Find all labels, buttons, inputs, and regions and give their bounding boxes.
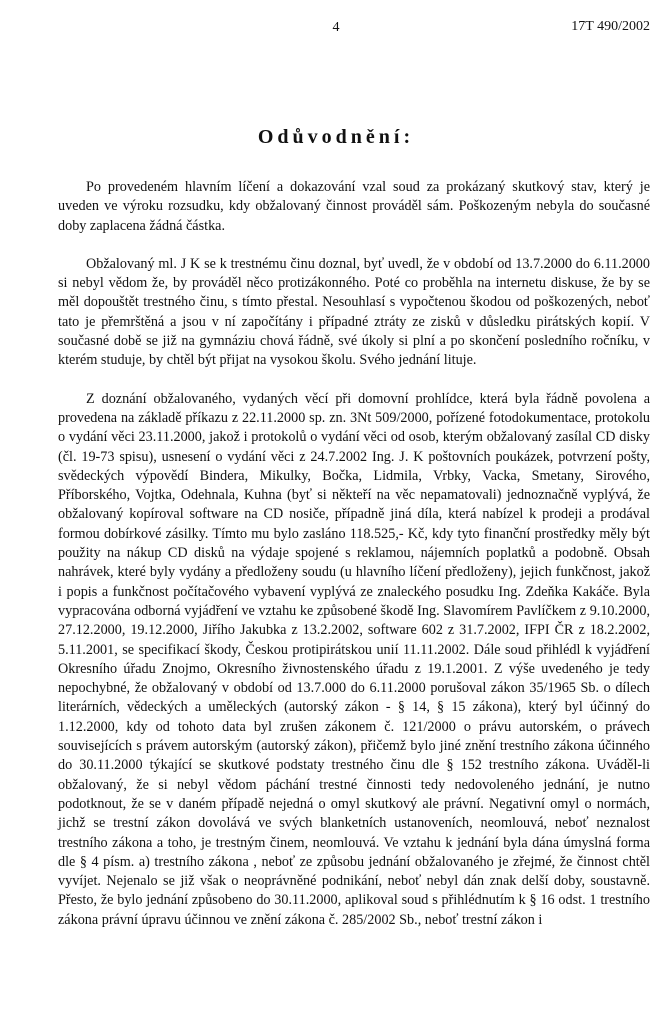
page-number: 4 [332,20,340,35]
paragraph-evidence: Z doznání obžalovaného, vydaných věcí při domovní prohlídce, která byla řádně povolena a provedena na základě příkazu z 22.11.2000 sp. zn. 3Nt 509/2000, pořízené fotodokumentace, protokolu o vydání věci 23.11.2000, jakož i protokolů o vydání věci od osob, kterým obžalovaný zasílal CD disky (čl. 19-73 spisu), usnesení o vydání věci z 24.7.2002 Ing. J. K poštovních poukázek, potvrzení pošty, svědeckých výpovědí Bindera, Mikulky, Bočka, Lidmila, Vrbky, Vacka, Smetany, Sirového, Příborského, Vojtka, Odehnala, Kuhna (byť si někteří na věc nepamatovali) jednoznačně vyplývá, že obžalovaný kopíroval software na CD nosiče, případně jiná díla, která nabízel k prodeji a prodával formou dobírkové zásilky. Tímto mu bylo zasláno 118.525,- Kč, kdy tyto finanční prostředky měly být použity na nákup CD disků na výdaje spojené s reklamou, nájemních poplatků a podobně. Obsah nahrávek, které byly vydány a předloženy soudu (u hlavního líčení předloženy), jejich funkčnost, jakož i popis a funkčnost počítačového vybavení vyplývá ze znaleckého posudku Ing. Zdeňka Kakáče. Byla vypracována odborná vyjádření ve vztahu ke způsobené škodě Ing. Slavomírem Pavlíčkem z 9.10.2000, 27.12.2000, 19.12.2000, Jiřího Jakubka z 13.2.2002, software 602 z 31.7.2002, IFPI ČR z 18.2.2002, 5.11.2001, se specifikací škody, Českou protipirátskou unií 11.11.2002. Dále soud přihlédl k vyjádření Okresního úřadu Znojmo, Okresního živnostenského úřadu z 19.1.2001. Z výše uvedeného je tedy nepochybné, že obžalovaný v období od 13.7.000 do 6.11.2000 porušoval zákon 35/1965 Sb. o dílech literárních, vědeckých a uměleckých (autorský zákon - § 14, § 15 zákona), který byl účinný do 1.12.2000, kdy od tohoto data byl zrušen zákonem č. 121/2000 o právu autorském, o právech souvisejících s právem autorským (autorský zákon), přičemž bylo jiné znění trestního zákona účinného do 30.11.2000 týkající se skutkové podstaty trestného činu dle § 152 trestního zákona. Uváděl-li obžalovaný, že si nebyl vědom páchání trestné činnosti tedy nedovoleného jednání, je nutno podotknout, že se v daném případě nejedná o omyl skutkový ale právní. Negativní omyl o normách, jichž se trestní zákon dovolává ve svých blanketních ustanoveních, neomlouvá, neboť neznalost trestního zákona a toho, je trestným činem, neomlouvá. Ve vztahu k jednání byla dána úmyslná forma dle § 4 písm. a) trestního zákona , neboť ze způsobu jednání obžalovaného je zřejmé, že činnost chtěl vyvíjet. Nejenalo se již však o neoprávněné podnikání, neboť nebyl dán znak delší doby, soustavně. Přesto, že bylo jednání způsobeno do 30.11.2000, aplikoval soud s přihlédnutím k § 16 odst. 1 trestního zákona právní úpravu účinnou ve znění zákona č. 285/2002 Sb., neboť trestní zákon i [58,390,650,928]
document-body [58,178,650,930]
paragraph-defendant-statement: Obžalovaný ml. J K se k trestnému činu doznal, byť uvedl, že v období od 13.7.2000 do 6.11.2000 si nebyl vědom že, by prováděl něco protizákonného. Poté co proběhla na internetu diskuse, že by se měl dopouštět trestného činu, s tímto přestal. Nesouhlasí s vypočtenou škodou od poškozených, neboť tato je přemrštěná a jsou v ní započítány i případné ztráty ze zisků v důsledku pirátských kopií. V současné době se již na gymnáziu chová řádně, své úkoly si plní a po skončení posledního ročníku, v kterém studuje, by chtěl být přijat na vysokou školu. Svého jednání lituje. [58,255,650,369]
case-number: 17T 490/2002 [571,19,650,34]
section-heading: Odůvodnění: [257,126,415,148]
paragraph-findings: Po provedeném hlavním líčení a dokazování vzal soud za prokázaný skutkový stav, který je uveden ve výroku rozsudku, kdy obžalovaný činnost prováděl sám. Poškozeným nebyla do současné doby zaplacena žádná částka. [58,179,650,234]
